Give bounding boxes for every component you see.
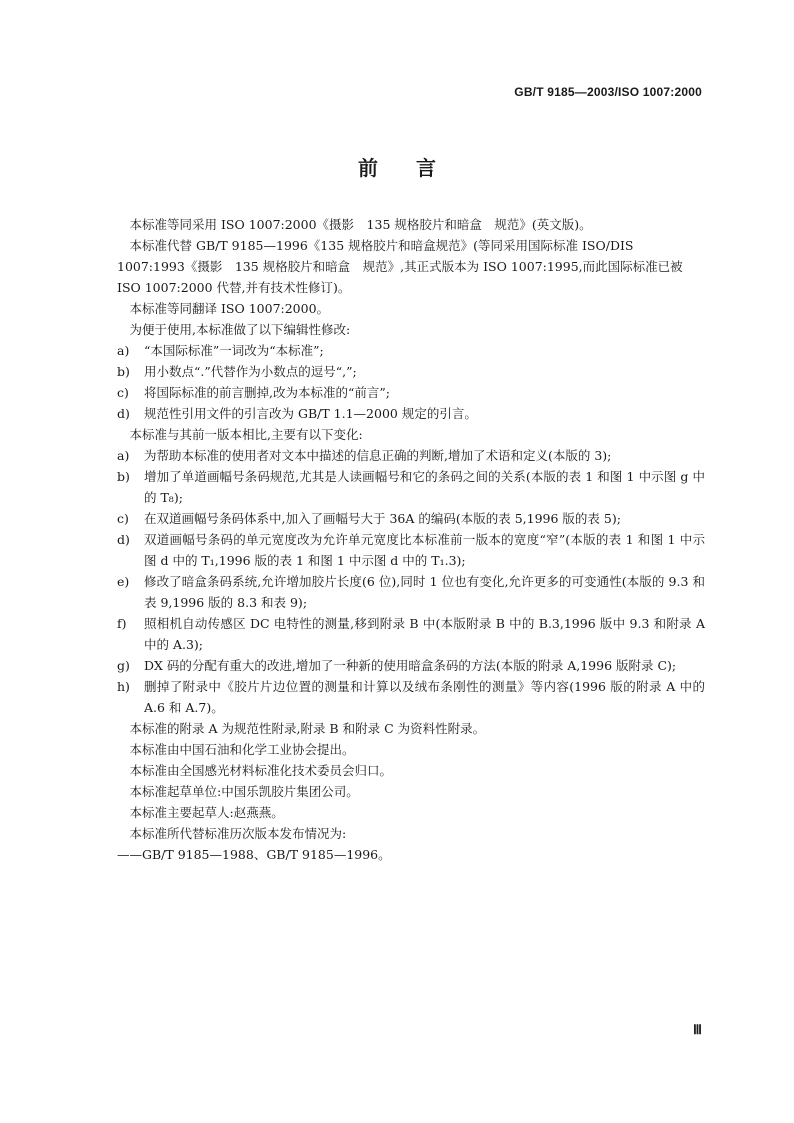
list-item-text: 增加了单道画幅号条码规范,尤其是人读画幅号和它的条码之间的关系(本版的表 1 和图 1 中示图 g 中的 T₈); bbox=[144, 469, 705, 505]
document-header: GB/T 9185—2003/ISO 1007:2000 bbox=[514, 85, 702, 99]
list-item-label: c) bbox=[117, 385, 129, 400]
intro-paragraph-3 bbox=[117, 298, 705, 319]
list-item bbox=[117, 529, 705, 571]
list-item bbox=[117, 508, 705, 529]
list-item-label: a) bbox=[117, 448, 130, 463]
list-item bbox=[117, 382, 705, 403]
title-char-2: 言 bbox=[416, 156, 436, 180]
closing-paragraph-6 bbox=[117, 823, 705, 844]
closing-paragraph-4 bbox=[117, 781, 705, 802]
list-item bbox=[117, 655, 705, 676]
list-item-label: a) bbox=[117, 343, 130, 358]
version-history: ——GB/T 9185—1988、GB/T 9185—1996。 bbox=[117, 847, 391, 862]
list-item-text: 将国际标准的前言删掉,改为本标准的“前言”; bbox=[144, 385, 390, 400]
list-item bbox=[117, 361, 705, 382]
list-item-text: 规范性引用文件的引言改为 GB/T 1.1—2000 规定的引言。 bbox=[144, 406, 477, 421]
intro-text-2: 本标准代替 GB/T 9185—1996《135 规格胶片和暗盒规范》(等同采用国际标准 ISO/DIS 1007:1993《摄影 135 规格胶片和暗盒 规范》,其正式版本为 ISO 1007:1995,而此国际标准已被 ISO 1007:2000 代替,并有技术性修订)。 bbox=[117, 238, 683, 295]
list-item-label: d) bbox=[117, 406, 130, 421]
closing-text-2: 本标准由中国石油和化学工业协会提出。 bbox=[129, 742, 355, 757]
closing-paragraph-2 bbox=[117, 739, 705, 760]
closing-paragraph-1 bbox=[117, 718, 705, 739]
closing-text-6: 本标准所代替标准历次版本发布情况为: bbox=[129, 826, 347, 841]
list-item-text: 删掉了附录中《胶片片边位置的测量和计算以及绒布条刚性的测量》等内容(1996 版的附录 A 中的 A.6 和 A.7)。 bbox=[144, 679, 705, 715]
list-item-text: 双道画幅号条码的单元宽度改为允许单元宽度比本标准前一版本的宽度“窄”(本版的表 1 和图 1 中示图 d 中的 T₁,1996 版的表 1 和图 1 中示图 d 中的 T₁.3); bbox=[144, 532, 705, 568]
closing-paragraph-5 bbox=[117, 802, 705, 823]
list-item-label: b) bbox=[117, 469, 130, 484]
list-item-text: 照相机自动传感区 DC 电特性的测量,移到附录 B 中(本版附录 B 中的 B.3,1996 版中 9.3 和附录 A 中的 A.3); bbox=[144, 616, 705, 652]
intro-text-1: 本标准等同采用 ISO 1007:2000《摄影 135 规格胶片和暗盒 规范》(英文版)。 bbox=[129, 217, 592, 232]
edits-list bbox=[117, 340, 705, 424]
list-item bbox=[117, 445, 705, 466]
title-char-1: 前 bbox=[358, 156, 378, 180]
closing-text-3: 本标准由全国感光材料标准化技术委员会归口。 bbox=[129, 763, 393, 778]
list-item-text: 在双道画幅号条码体系中,加入了画幅号大于 36A 的编码(本版的表 5,1996 版的表 5); bbox=[144, 511, 621, 526]
intro-text-3: 本标准等同翻译 ISO 1007:2000。 bbox=[129, 301, 330, 316]
list-item-label: c) bbox=[117, 511, 129, 526]
closing-text-1: 本标准的附录 A 为规范性附录,附录 B 和附录 C 为资料性附录。 bbox=[129, 721, 486, 736]
list-item-label: b) bbox=[117, 364, 130, 379]
closing-text-4: 本标准起草单位:中国乐凯胶片集团公司。 bbox=[129, 784, 359, 799]
foreword-body bbox=[117, 214, 705, 865]
closing-text-5: 本标准主要起草人:赵燕燕。 bbox=[129, 805, 284, 820]
changes-intro-text: 本标准与其前一版本相比,主要有以下变化: bbox=[129, 427, 363, 442]
closing-paragraph-3 bbox=[117, 760, 705, 781]
list-item bbox=[117, 403, 705, 424]
list-item-text: 用小数点“.”代替作为小数点的逗号“,”; bbox=[144, 364, 357, 379]
intro-paragraph-4 bbox=[117, 319, 705, 340]
list-item-text: 为帮助本标准的使用者对文本中描述的信息正确的判断,增加了术语和定义(本版的 3); bbox=[144, 448, 612, 463]
changes-list bbox=[117, 445, 705, 718]
list-item-label: d) bbox=[117, 532, 130, 547]
list-item-label: e) bbox=[117, 574, 130, 589]
list-item-label: f) bbox=[117, 616, 127, 631]
intro-paragraph-1 bbox=[117, 214, 705, 235]
list-item-label: g) bbox=[117, 658, 130, 673]
intro-text-4: 为便于使用,本标准做了以下编辑性修改: bbox=[129, 322, 351, 337]
list-item-text: DX 码的分配有重大的改进,增加了一种新的使用暗盒条码的方法(本版的附录 A,1996 版附录 C); bbox=[144, 658, 677, 673]
list-item bbox=[117, 466, 705, 508]
intro-paragraph-2 bbox=[117, 235, 705, 298]
list-item bbox=[117, 676, 705, 718]
page-number: Ⅲ bbox=[693, 1022, 702, 1037]
list-item bbox=[117, 613, 705, 655]
list-item-text: 修改了暗盒条码系统,允许增加胶片长度(6 位),同时 1 位也有变化,允许更多的可变通性(本版的 9.3 和表 9,1996 版的 8.3 和表 9); bbox=[144, 574, 705, 610]
list-item-text: “本国际标准”一词改为“本标准”; bbox=[144, 343, 324, 358]
list-item bbox=[117, 340, 705, 361]
page-title bbox=[0, 152, 794, 181]
list-item-label: h) bbox=[117, 679, 130, 694]
changes-intro bbox=[117, 424, 705, 445]
list-item bbox=[117, 571, 705, 613]
